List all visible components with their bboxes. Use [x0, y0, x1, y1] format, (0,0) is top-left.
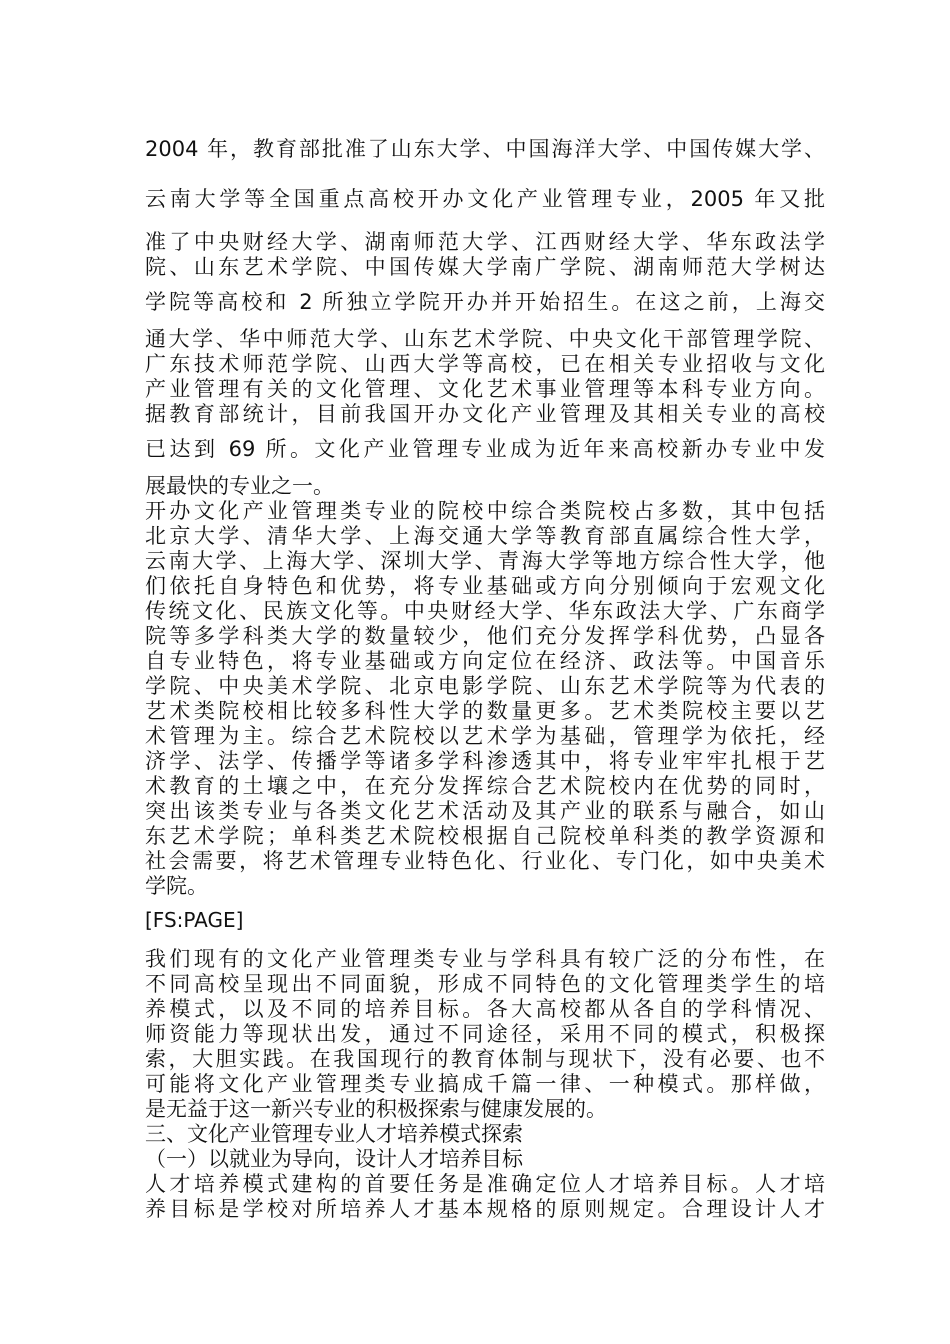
text-line: 养模式，以及不同的培养目标。各大高校都从各自的学科情况、 — [145, 997, 825, 1021]
text-line: 云南大学等全国重点高校开办文化产业管理专业，2005 年又批 — [145, 187, 825, 211]
page-marker: [FS:PAGE] — [145, 908, 244, 932]
text-line: 索，大胆实践。在我国现行的教育体制与现状下，没有必要、也不 — [145, 1047, 825, 1071]
text-line: 产业管理有关的文化管理、文化艺术事业管理等本科专业方向。 — [145, 377, 825, 401]
text-line: 学院、中央美术学院、北京电影学院、山东艺术学院等为代表的 — [145, 674, 825, 698]
text-line: 我们现有的文化产业管理类专业与学科具有较广泛的分布性，在 — [145, 947, 825, 971]
text-line: 社会需要，将艺术管理专业特色化、行业化、专门化，如中央美术 — [145, 849, 825, 873]
text-line: 们依托自身特色和优势，将专业基础或方向分别倾向于宏观文化 — [145, 574, 825, 598]
text-line: 术教育的土壤之中，在充分发挥综合艺术院校内在优势的同时， — [145, 774, 825, 798]
text-line: 学院。 — [145, 874, 208, 898]
text-line: 人才培养模式建构的首要任务是准确定位人才培养目标。人才培 — [145, 1172, 825, 1196]
text-line: 通大学、华中师范大学、山东艺术学院、中央文化干部管理学院、 — [145, 327, 825, 351]
text-line: 开办文化产业管理类专业的院校中综合类院校占多数，其中包括 — [145, 499, 825, 523]
text-line: 突出该类专业与各类文化艺术活动及其产业的联系与融合，如山 — [145, 799, 825, 823]
text-line: 济学、法学、传播学等诸多学科渗透其中，将专业牢牢扎根于艺 — [145, 749, 825, 773]
text-line: 已达到 69 所。文化产业管理专业成为近年来高校新办专业中发 — [145, 437, 825, 461]
text-line: 养目标是学校对所培养人才基本规格的原则规定。合理设计人才 — [145, 1197, 825, 1221]
text-line: 可能将文化产业管理类专业搞成千篇一律、一种模式。那样做， — [145, 1072, 825, 1096]
text-line: 艺术类院校相比较多科性大学的数量更多。艺术类院校主要以艺 — [145, 699, 825, 723]
section-heading: 三、文化产业管理专业人才培养模式探索 — [145, 1122, 523, 1146]
text-line: 云南大学、上海大学、深圳大学、青海大学等地方综合性大学，他 — [145, 549, 825, 573]
text-line: 不同高校呈现出不同面貌，形成不同特色的文化管理类学生的培 — [145, 972, 825, 996]
text-line: 据教育部统计，目前我国开办文化产业管理及其相关专业的高校 — [145, 402, 825, 426]
text-line: 自专业特色，将专业基础或方向定位在经济、政法等。中国音乐 — [145, 649, 825, 673]
text-line: 是无益于这一新兴专业的积极探索与健康发展的。 — [145, 1097, 607, 1121]
text-line: 北京大学、清华大学、上海交通大学等教育部直属综合性大学， — [145, 524, 825, 548]
text-line: 学院等高校和 2 所独立学院开办并开始招生。在这之前，上海交 — [145, 290, 825, 314]
text-line: 传统文化、民族文化等。中央财经大学、华东政法大学、广东商学 — [145, 599, 825, 623]
text-line: 院、山东艺术学院、中国传媒大学南广学院、湖南师范大学树达 — [145, 255, 825, 279]
text-line: 师资能力等现状出发，通过不同途径，采用不同的模式，积极探 — [145, 1022, 825, 1046]
text-line: 院等多学科类大学的数量较少，他们充分发挥学科优势，凸显各 — [145, 624, 825, 648]
text-line: 准了中央财经大学、湖南师范大学、江西财经大学、华东政法学 — [145, 230, 825, 254]
text-line: 广东技术师范学院、山西大学等高校，已在相关专业招收与文化 — [145, 352, 825, 376]
subsection-heading: （一）以就业为导向，设计人才培养目标 — [145, 1147, 523, 1171]
text-line: 展最快的专业之一。 — [145, 474, 334, 498]
text-line: 2004 年，教育部批准了山东大学、中国海洋大学、中国传媒大学、 — [145, 137, 825, 161]
text-line: 术管理为主。综合艺术院校以艺术学为基础，管理学为依托，经 — [145, 724, 825, 748]
text-line: 东艺术学院；单科类艺术院校根据自己院校单科类的教学资源和 — [145, 824, 825, 848]
